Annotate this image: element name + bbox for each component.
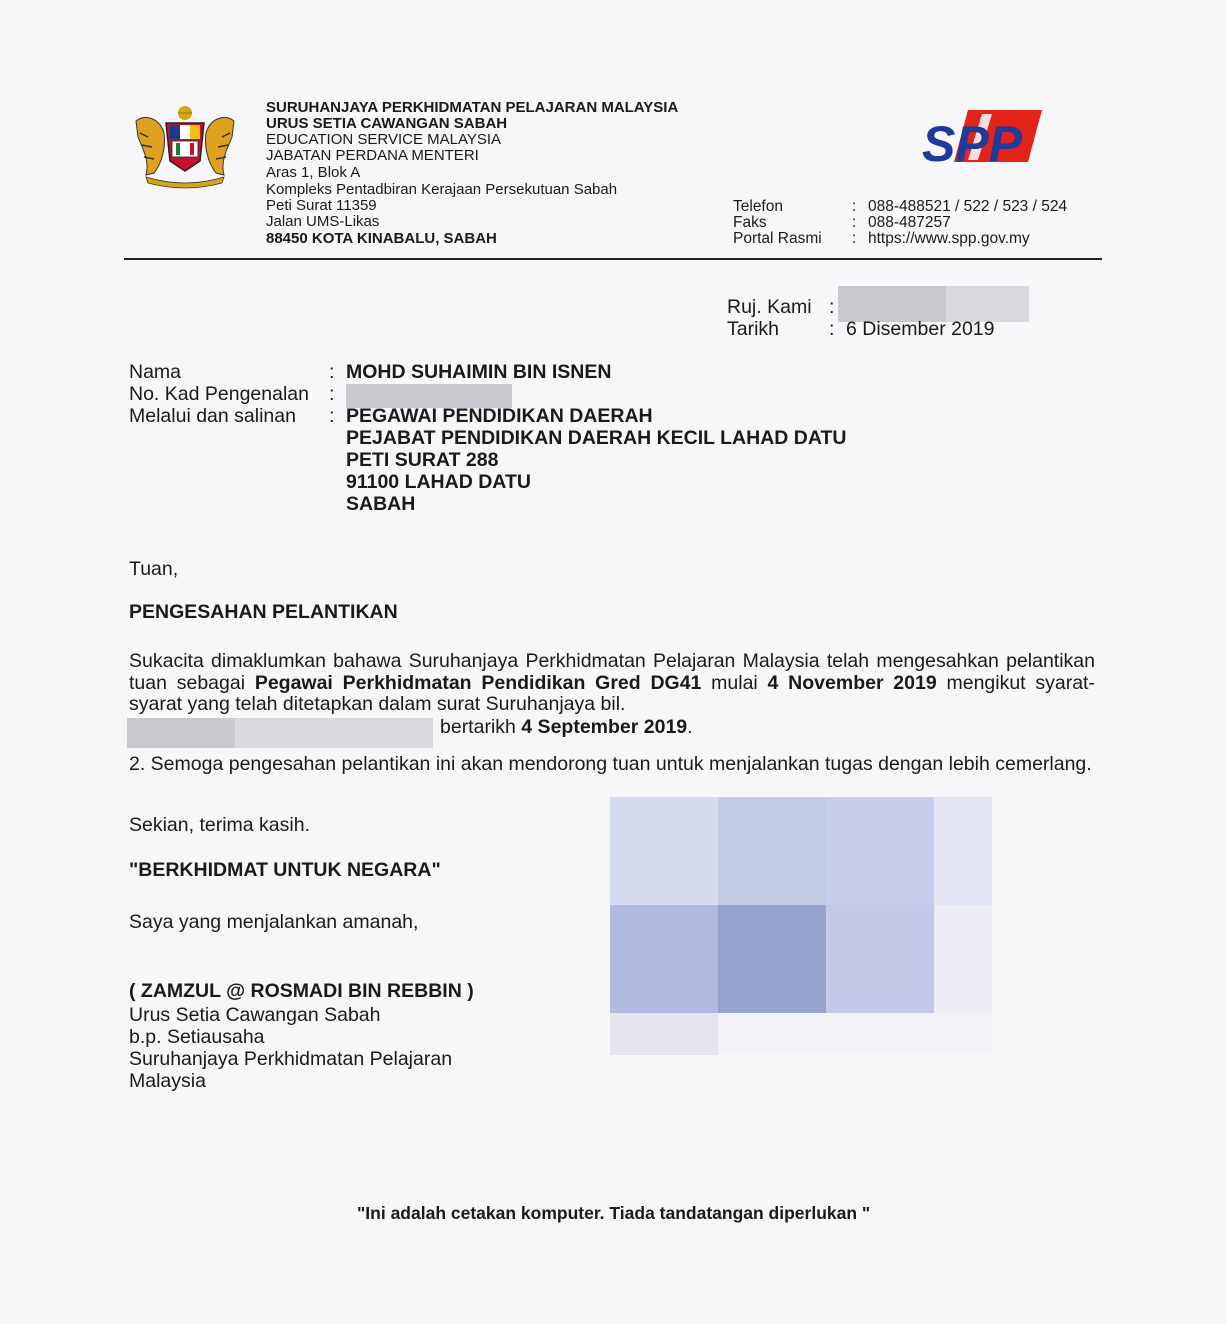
name-colon: : — [329, 361, 335, 383]
date-colon: : — [829, 318, 835, 340]
redacted-letter-number-2 — [235, 718, 433, 748]
date-value: 6 Disember 2019 — [846, 318, 995, 340]
p1-text-c: mulai — [701, 671, 768, 694]
subject-heading: PENGESAHAN PELANTIKAN — [129, 601, 398, 623]
p1-text-h: . — [687, 716, 693, 738]
org-name-english: EDUCATION SERVICE MALAYSIA — [266, 131, 502, 148]
redacted-reference-2 — [946, 286, 1029, 322]
via-line-4: 91100 LAHAD DATU — [346, 471, 531, 493]
via-line-2: PEJABAT PENDIDIKAN DAERAH KECIL LAHAD DATU — [346, 427, 847, 449]
spp-logo-text: SPP — [922, 116, 1023, 166]
trust-text: Saya yang menjalankan amanah, — [129, 911, 419, 933]
p1-text-f: bertarikh — [440, 716, 522, 738]
ic-colon: : — [329, 383, 335, 405]
org-department: JABATAN PERDANA MENTERI — [266, 147, 479, 164]
date-label: Tarikh — [727, 318, 780, 340]
redacted-reference — [838, 286, 946, 322]
redacted-letter-number — [127, 718, 235, 748]
address-line-4: Jalan UMS-Likas — [266, 213, 380, 230]
p1-start-date: 4 November 2019 — [767, 671, 937, 694]
recipient-name: MOHD SUHAIMIN BIN ISNEN — [346, 361, 612, 383]
contact-phone-colon: : — [852, 198, 857, 215]
address-line-1: Aras 1, Blok A — [266, 164, 361, 181]
computer-generated-note: "Ini adalah cetakan komputer. Tiada tandatangan diperlukan " — [357, 1203, 871, 1223]
contact-fax-value: 088-487257 — [868, 214, 951, 231]
p1-text-e: mengikut syarat-syarat yang telah ditetapkan dalam surat Suruhanjaya bil. — [129, 671, 1095, 716]
header-divider — [124, 258, 1102, 260]
paragraph-2: 2. Semoga pengesahan pelantikan ini akan mendorong tuan untuk menjalankan tugas dengan lebih cemerlang. — [129, 753, 1092, 775]
contact-phone-value: 088-488521 / 522 / 523 / 524 — [868, 198, 1068, 215]
ref-label: Ruj. Kami — [727, 296, 812, 318]
paragraph-1 — [129, 651, 1095, 716]
ic-label: No. Kad Pengenalan — [129, 383, 309, 405]
salutation: Tuan, — [129, 558, 179, 580]
signatory-name: ( ZAMZUL @ ROSMADI BIN REBBIN ) — [129, 980, 474, 1002]
signatory-line-2: b.p. Setiausaha — [129, 1026, 265, 1048]
via-line-1: PEGAWAI PENDIDIKAN DAERAH — [346, 405, 653, 427]
p1-letter-date: 4 September 2019 — [521, 716, 688, 738]
signatory-line-1: Urus Setia Cawangan Sabah — [129, 1004, 381, 1026]
motto: "BERKHIDMAT UNTUK NEGARA" — [129, 859, 441, 881]
redacted-official-stamp — [610, 797, 992, 1055]
coat-of-arms-icon — [126, 103, 244, 189]
signatory-line-3: Suruhanjaya Perkhidmatan Pelajaran — [129, 1048, 453, 1070]
contact-phone-label: Telefon — [733, 198, 783, 215]
ref-colon: : — [829, 296, 835, 318]
spp-logo-icon — [920, 106, 1042, 166]
p1-text-a: Sukacita dimaklumkan bahawa Suruhanjaya Perkhidmatan Pelajaran Malaysia telah mengesahkan pelantikan tuan sebagai — [129, 650, 1095, 694]
address-line-3: Peti Surat 11359 — [266, 197, 377, 214]
p1-tail — [440, 716, 693, 738]
org-name: SURUHANJAYA PERKHIDMATAN PELAJARAN MALAYSIA — [266, 99, 679, 116]
contact-fax-colon: : — [852, 214, 857, 231]
via-label: Melalui dan salinan — [129, 405, 296, 427]
signatory-line-4: Malaysia — [129, 1070, 206, 1092]
contact-portal-colon: : — [852, 230, 857, 247]
contact-fax-label: Faks — [733, 214, 767, 231]
via-line-5: SABAH — [346, 493, 416, 515]
p1-grade: Pegawai Perkhidmatan Pendidikan Gred DG41 — [254, 671, 702, 694]
via-colon: : — [329, 405, 335, 427]
closing-text: Sekian, terima kasih. — [129, 814, 310, 836]
via-line-3: PETI SURAT 288 — [346, 449, 499, 471]
contact-portal-link[interactable]: https://www.spp.gov.my — [868, 230, 1030, 247]
org-branch: URUS SETIA CAWANGAN SABAH — [266, 115, 508, 132]
contact-portal-label: Portal Rasmi — [733, 230, 822, 247]
name-label: Nama — [129, 361, 182, 383]
address-line-2: Kompleks Pentadbiran Kerajaan Persekutuan Sabah — [266, 181, 618, 198]
address-city: 88450 KOTA KINABALU, SABAH — [266, 230, 497, 247]
